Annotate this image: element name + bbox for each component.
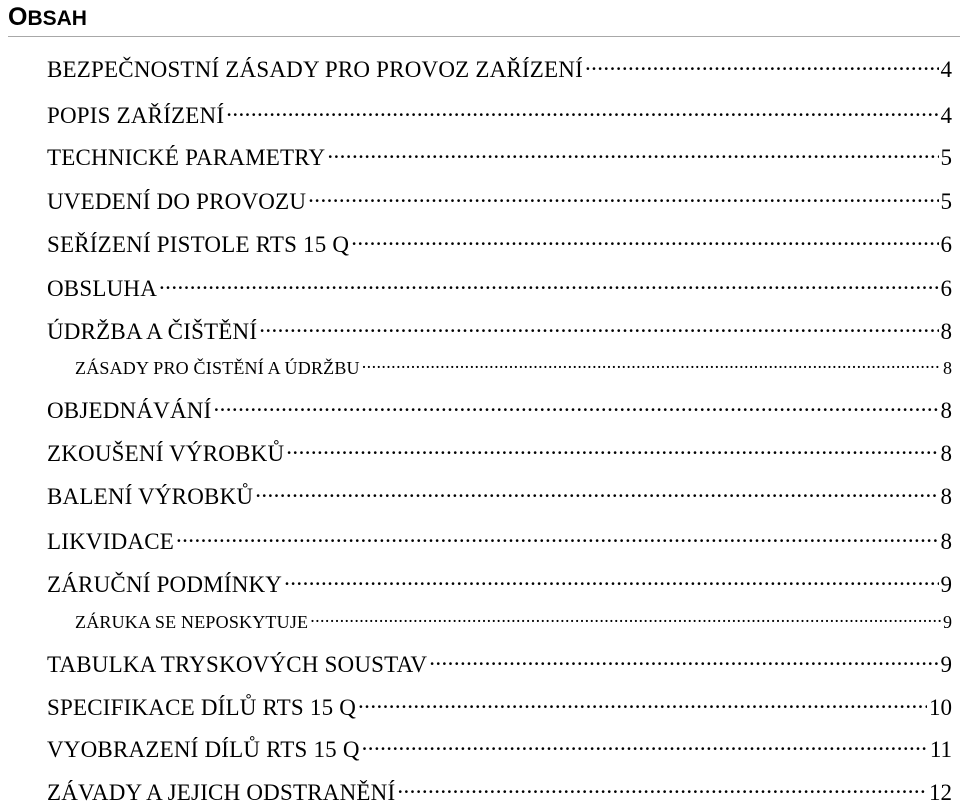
toc-entry[interactable] bbox=[47, 142, 952, 172]
page-title-rest: BSAH bbox=[27, 7, 87, 30]
toc-subentry[interactable] bbox=[75, 356, 952, 380]
toc-dot-leader bbox=[226, 100, 938, 123]
toc-entry-title: LIKVIDACE bbox=[47, 529, 174, 554]
toc-entry[interactable] bbox=[47, 569, 952, 599]
toc-entry[interactable] bbox=[47, 100, 952, 130]
toc-page-number: 8 bbox=[940, 398, 952, 423]
toc-entry-title: TABULKA TRYSKOVÝCH SOUSTAV bbox=[47, 652, 428, 677]
toc-dot-leader bbox=[213, 395, 938, 418]
page-title-initial: O bbox=[8, 3, 28, 31]
toc-entry-title: ÚDRŽBA A ČIŠTĚNÍ bbox=[47, 319, 258, 344]
toc-page-number: 8 bbox=[940, 441, 952, 466]
toc-entry[interactable] bbox=[47, 526, 952, 556]
toc-entry-title: SEŘÍZENÍ PISTOLE RTS 15 Q bbox=[47, 232, 350, 257]
toc-page-number: 8 bbox=[940, 484, 952, 509]
toc-dot-leader bbox=[429, 649, 938, 672]
toc-entry[interactable] bbox=[47, 54, 952, 84]
toc-dot-leader bbox=[362, 734, 928, 757]
toc-page-number: 9 bbox=[943, 612, 952, 632]
toc-entry[interactable] bbox=[47, 481, 952, 511]
page-title bbox=[8, 2, 960, 37]
toc-entry-title: BALENÍ VÝROBKŮ bbox=[47, 484, 254, 509]
toc-page-number: 8 bbox=[940, 319, 952, 344]
toc-dot-leader bbox=[327, 142, 938, 165]
toc-dot-leader bbox=[255, 481, 938, 504]
toc-entry[interactable] bbox=[47, 273, 952, 303]
toc-dot-leader bbox=[259, 316, 938, 339]
toc-page-number: 9 bbox=[940, 572, 952, 597]
toc-dot-leader bbox=[308, 186, 938, 209]
toc-page-number: 9 bbox=[940, 652, 952, 677]
toc-entry-title: POPIS ZAŘÍZENÍ bbox=[47, 103, 225, 128]
toc-page-number: 6 bbox=[940, 232, 952, 257]
toc-entry[interactable] bbox=[47, 777, 952, 807]
toc-dot-leader bbox=[176, 526, 939, 549]
toc-entry-title: ZÁRUKA SE NEPOSKYTUJE bbox=[75, 612, 309, 632]
toc-dot-leader bbox=[159, 273, 938, 296]
toc-entry[interactable] bbox=[47, 395, 952, 425]
toc-entry-title: ZÁSADY PRO ČISTĚNÍ A ÚDRŽBU bbox=[75, 358, 360, 378]
toc-entry[interactable] bbox=[47, 649, 952, 679]
toc-entry[interactable] bbox=[47, 438, 952, 468]
toc-entry-title: VYOBRAZENÍ DÍLŮ RTS 15 Q bbox=[47, 737, 360, 762]
toc-dot-leader bbox=[310, 610, 941, 628]
toc-entry[interactable] bbox=[47, 692, 952, 722]
toc-dot-leader bbox=[284, 569, 938, 592]
toc-dot-leader bbox=[585, 54, 939, 77]
toc-page-number: 8 bbox=[943, 358, 952, 378]
toc-entry-title: SPECIFIKACE DÍLŮ RTS 15 Q bbox=[47, 695, 357, 720]
toc-entry-title: ZÁVADY A JEJICH ODSTRANĚNÍ bbox=[47, 780, 396, 805]
toc-page-number: 4 bbox=[940, 103, 952, 128]
toc-entry-title: ZKOUŠENÍ VÝROBKŮ bbox=[47, 441, 285, 466]
toc-dot-leader bbox=[397, 777, 927, 800]
toc-dot-leader bbox=[358, 692, 927, 715]
toc-entry-title: UVEDENÍ DO PROVOZU bbox=[47, 189, 307, 214]
toc-entry[interactable] bbox=[47, 316, 952, 346]
toc-entry-title: ZÁRUČNÍ PODMÍNKY bbox=[47, 572, 283, 597]
toc-dot-leader bbox=[362, 356, 941, 374]
toc-page-number: 12 bbox=[929, 780, 952, 805]
toc-entry-title: BEZPEČNOSTNÍ ZÁSADY PRO PROVOZ ZAŘÍZENÍ bbox=[47, 57, 583, 82]
toc-subentry[interactable] bbox=[75, 610, 952, 634]
toc-entry-title: OBSLUHA bbox=[47, 276, 158, 301]
toc-page-number: 6 bbox=[940, 276, 952, 301]
toc-page-number: 8 bbox=[940, 529, 952, 554]
toc-page-number: 5 bbox=[940, 189, 952, 214]
toc-page-number: 11 bbox=[929, 737, 952, 762]
toc-page-number: 4 bbox=[940, 57, 952, 82]
toc-dot-leader bbox=[286, 438, 938, 461]
toc-entry[interactable] bbox=[47, 734, 952, 764]
toc-entry[interactable] bbox=[47, 229, 952, 259]
toc-page-number: 5 bbox=[940, 145, 952, 170]
toc-entry-title: OBJEDNÁVÁNÍ bbox=[47, 398, 212, 423]
toc-dot-leader bbox=[351, 229, 938, 252]
toc-entry-title: TECHNICKÉ PARAMETRY bbox=[47, 145, 326, 170]
toc-page-number: 10 bbox=[929, 695, 952, 720]
toc-entry[interactable] bbox=[47, 186, 952, 216]
